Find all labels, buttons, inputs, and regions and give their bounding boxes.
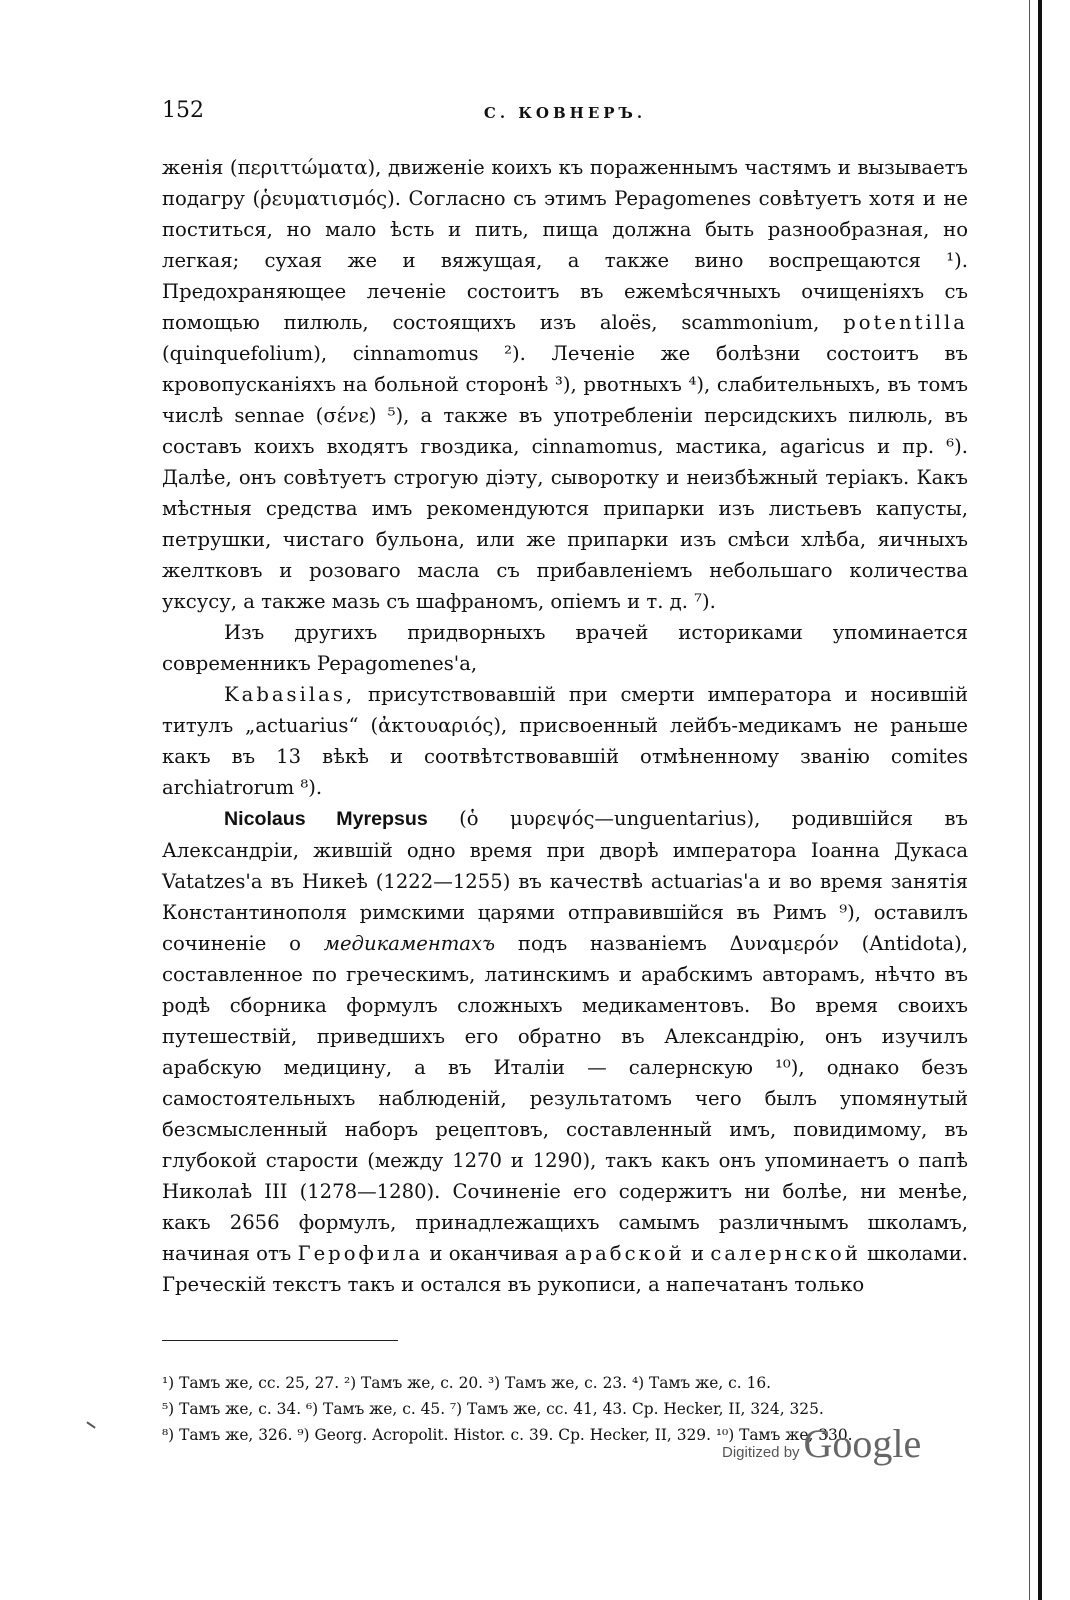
main-text [162, 152, 968, 1300]
term-arabskoi: арабской [564, 1242, 685, 1265]
paragraph-4-text-b: подъ названіемъ Δυναμερόν (Antidota), составленное по греческимъ, латинскимъ и арабскимъ авторамъ, нѣчто въ родѣ сборника формулъ сложныхъ медикаментовъ. Во время своихъ путешествій, приведшихъ его обратно въ Александрію, онъ изучилъ арабскую медицину, а въ Италіи — салернскую ¹⁰), однако безъ самостоятельныхъ наблюденій, результатомъ чего былъ упомянутый безсмысленный наборъ рецептовъ, составленный имъ, повидимому, въ глубокой старости (между 1270 и 1290), такъ какъ онъ упоминаетъ о папѣ Николаѣ III (1278—1280). Сочиненіе его содержитъ ни болѣе, ни менѣе, какъ 2656 формулъ, принадлежащихъ самымъ различнымъ школамъ, начиная отъ [162, 932, 968, 1265]
page-edge-rule [1038, 0, 1042, 1600]
paragraph-4-text-d: и [691, 1242, 705, 1265]
name-nicolaus-myrepsus: Nicolaus Myrepsus [224, 808, 428, 830]
paragraph-3-text: присутствовавшій при смерти императора и носившій титулъ „actuarius“ (ἀκτουαριός), присвоенный лейбъ-медикамъ не раньше какъ въ 13 вѣкѣ и соотвѣтствовавшій отмѣненному званію comites archiatrorum ⁸). [162, 683, 969, 799]
page-header [162, 98, 968, 130]
footnote-line-3: ⁸) Тамъ же, 326. ⁹) Georg. Acropolit. Histor. c. 39. Cp. Hecker, II, 329. ¹⁰) Тамъ же, 330. [162, 1426, 853, 1444]
paragraph-1-text: женія (περιττώματα), движеніе коихъ къ пораженнымъ частямъ и вызываетъ подагру (ῥευματισμός). Согласно съ этимъ Pepagomenes совѣтуетъ хотя и не поститься, но мало ѣсть и пить, пища должна быть разнообразная, но легкая; сухая же и вяжущая, а также вино воспрещаются ¹). Предохраняющее леченіе состоитъ въ ежемѣсячныхъ очищеніяхъ съ помощью пилюль, состоящихъ изъ aloës, scammonium, [162, 156, 968, 334]
watermark-small-text: Digitized by [722, 1444, 800, 1461]
page-number: 152 [162, 98, 204, 123]
name-kabasilas: Kabasilas, [224, 683, 356, 706]
paragraph-2: Изъ другихъ придворныхъ врачей историками упоминается современникъ Pepagomenes'а, [162, 621, 968, 675]
page-edge-rule-thin [1029, 0, 1030, 1600]
margin-mark [86, 1421, 95, 1428]
paragraph-4-text-c: и оканчивая [429, 1242, 559, 1265]
paragraph-4-text-a: (ὁ μυρεψός—unguentarius), родившійся въ Александріи, жившій одно время при дворѣ императора Іоанна Дукаса Vatatzes'а въ Никеѣ (1222—1255) въ качествѣ actuarias'а и во время занятія Константинополя римскими царями отправившійся въ Римъ ⁹), оставилъ сочиненіе о [162, 807, 968, 955]
footnote-line-1: ¹) Тамъ же, сс. 25, 27. ²) Тамъ же, с. 20. ³) Тамъ же, с. 23. ⁴) Тамъ же, с. 16. [162, 1374, 772, 1392]
paragraph-1 [162, 152, 968, 617]
paragraph-3 [162, 679, 968, 803]
name-gerofil: Герофила [297, 1242, 424, 1265]
paragraph-4 [162, 803, 968, 1300]
footnote-divider [162, 1340, 398, 1341]
google-logo: Google [803, 1421, 922, 1466]
running-head: С. КОВНЕРЪ. [483, 104, 647, 122]
term-medikamentakh: медикаментахъ [323, 932, 496, 955]
footnote-line-2: ⁵) Тамъ же, с. 34. ⁶) Тамъ же, с. 45. ⁷) Тамъ же, сс. 41, 43. Cp. Hecker, II, 324, 325. [162, 1400, 824, 1418]
paragraph-4-text-e: школами. Греческій текстъ такъ и остался въ рукописи, а напечатанъ только [162, 1242, 968, 1296]
paragraph-1-tail: (quinquefolium), cinnamomus ²). Леченіе же болѣзни состоитъ въ кровопусканіяхъ на больной сторонѣ ³), рвотныхъ ⁴), слабительныхъ, въ томъ числѣ sennae (σένε) ⁵), а также въ употребленіи персидскихъ пилюль, въ составъ коихъ входятъ гвоздика, cinnamomus, мастика, agaricus и пр. ⁶). Далѣе, онъ совѣтуетъ строгую діэту, сыворотку и неизбѣжный теріакъ. Какъ мѣстныя средства имъ рекомендуются припарки изъ листьевъ капусты, петрушки, чистаго бульона, или же припарки изъ смѣси хлѣба, яичныхъ желтковъ и розоваго масла съ прибавленіемъ небольшаго количества уксусу, а также мазь съ шафраномъ, опіемъ и т. д. ⁷). [162, 342, 968, 613]
digitized-watermark [722, 1420, 921, 1480]
term-potentilla: potentilla [843, 311, 968, 334]
term-salernskoi: салернской [710, 1242, 861, 1265]
